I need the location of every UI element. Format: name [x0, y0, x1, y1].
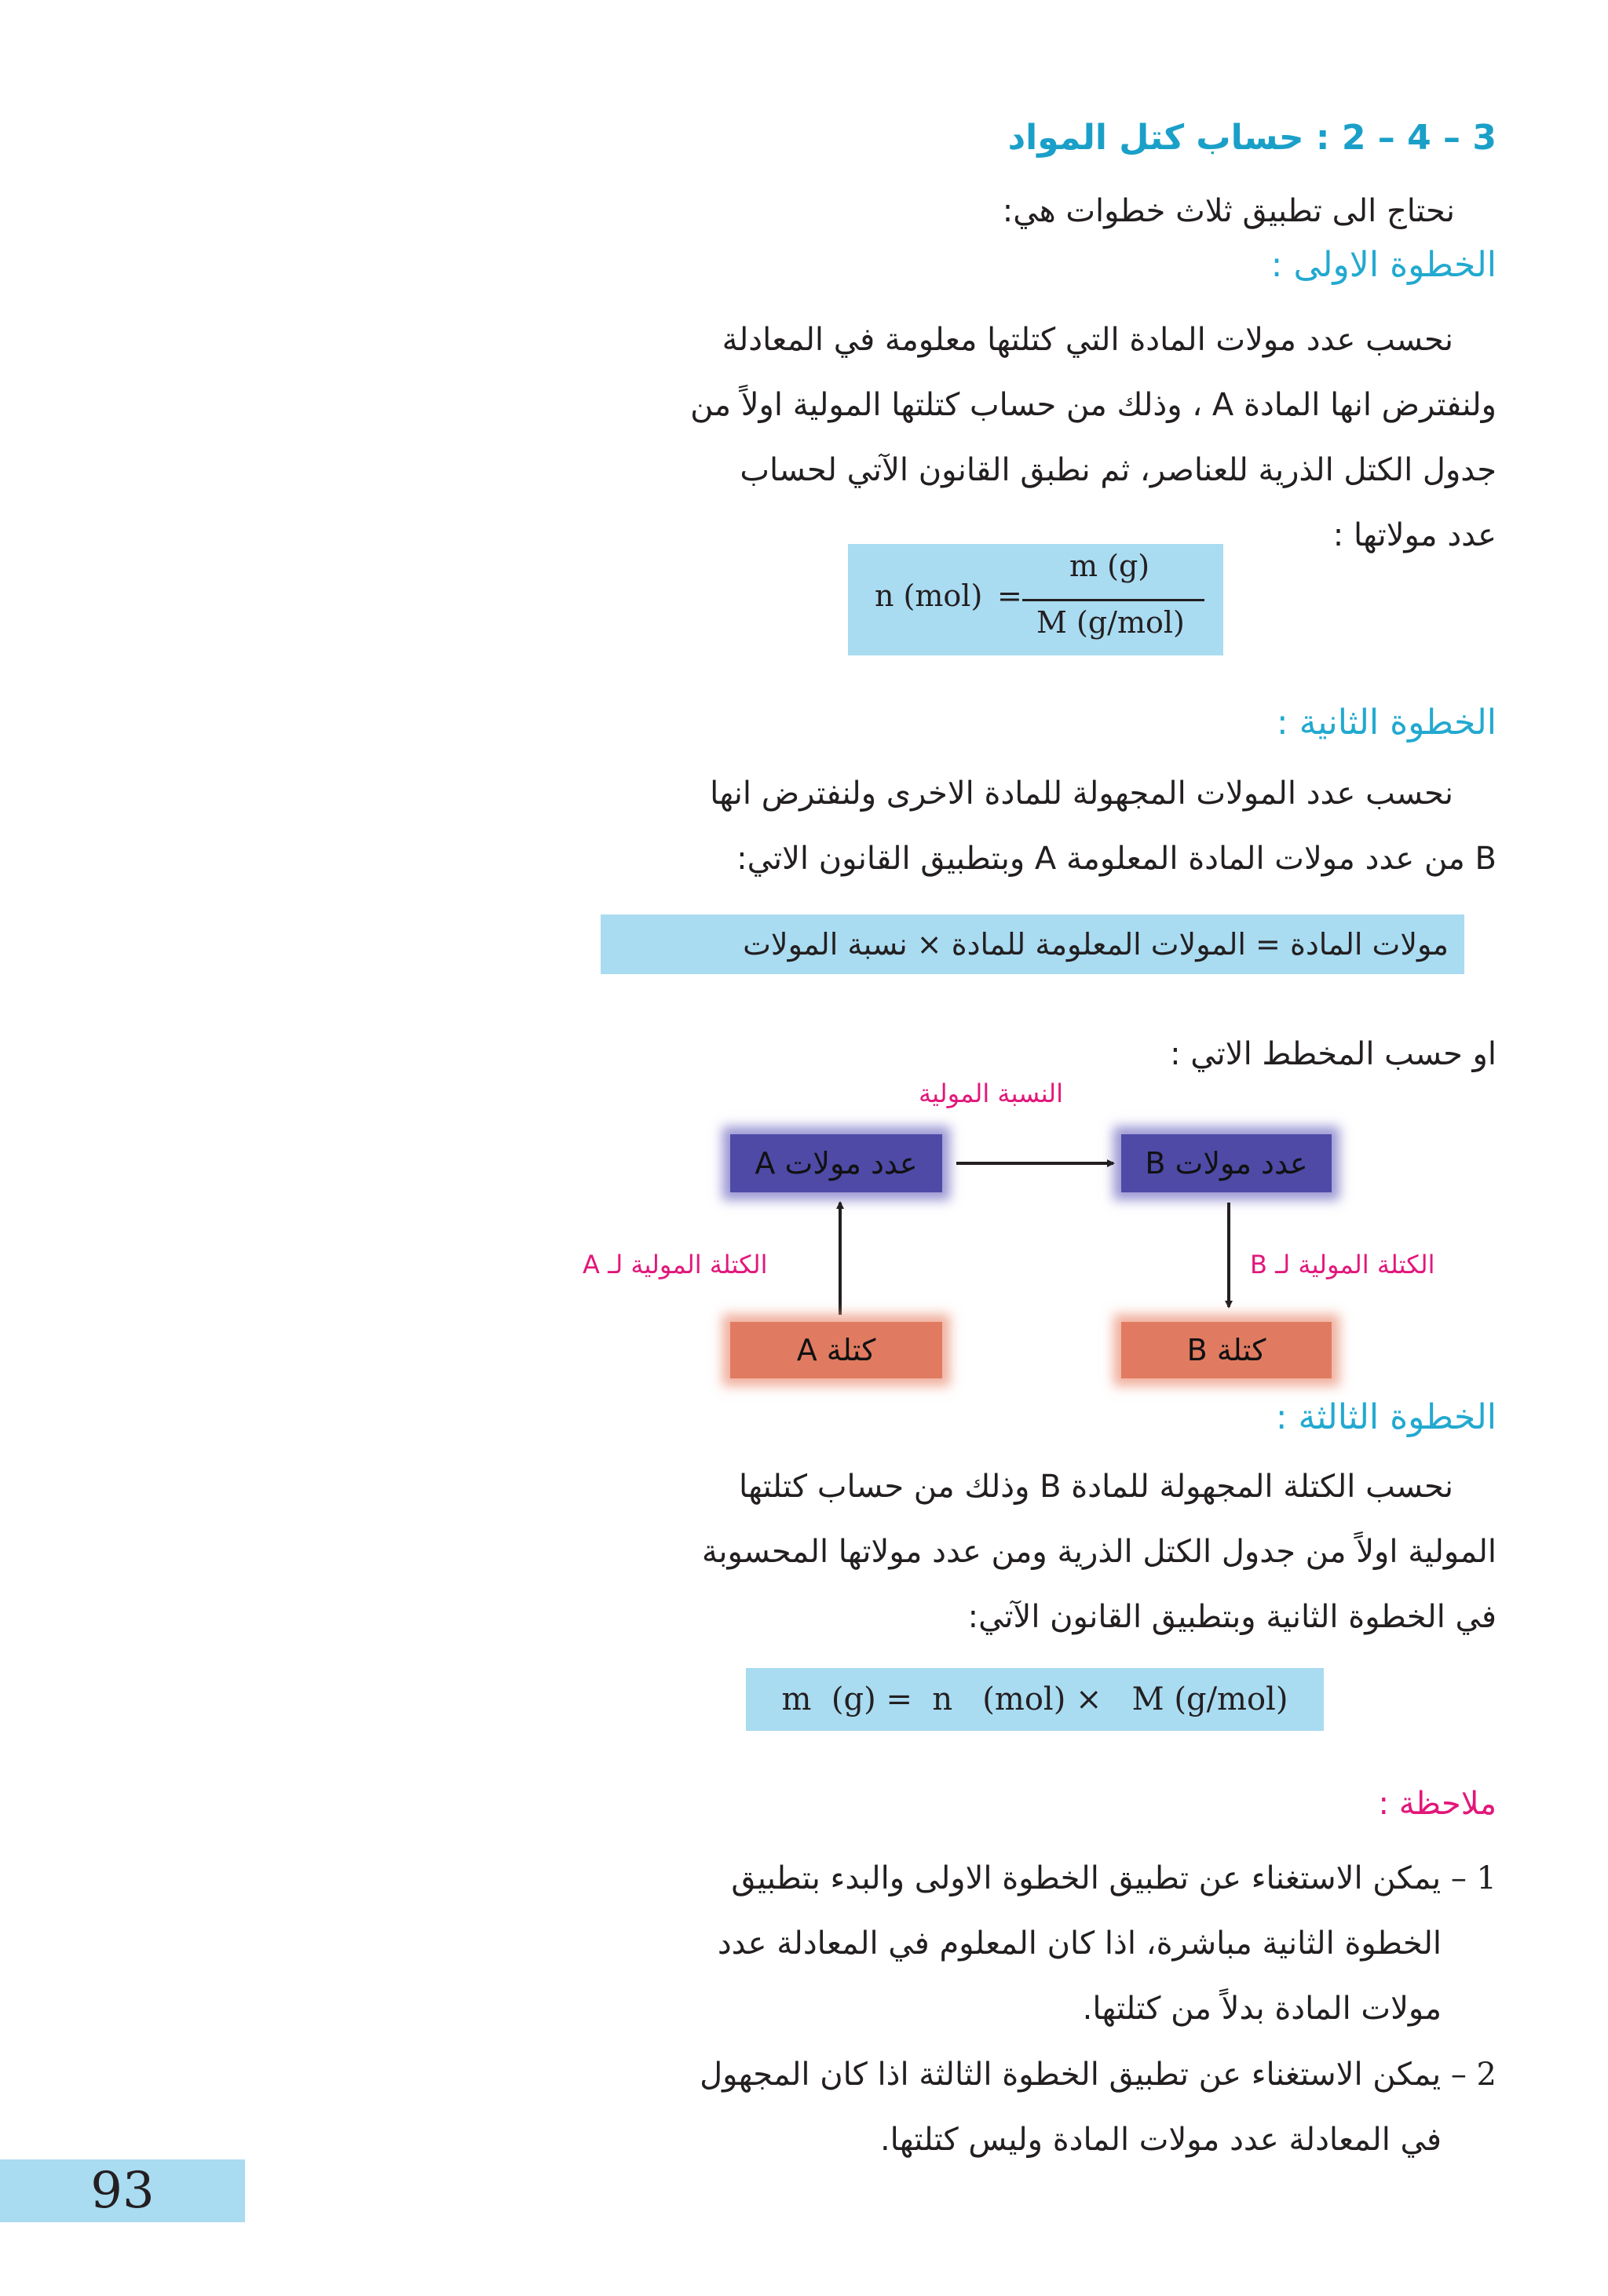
mass-b-box: كتلة B [1121, 1322, 1332, 1378]
step3-title: الخطوة الثالثة : [1275, 1397, 1497, 1437]
note-item-2-line-2: في المعادلة عدد مولات المادة وليس كتلتها. [879, 2122, 1442, 2158]
section-intro: نحتاج الى تطبيق ثلاث خطوات هي: [1002, 193, 1455, 229]
note-item-1-line-2: الخطوة الثانية مباشرة، اذا كان المعلوم في المعادلة عدد [717, 1926, 1442, 1962]
step2-line-1: نحسب عدد المولات المجهولة للمادة الاخرى ولنفترض انها [710, 776, 1453, 812]
mass-a-box: كتلة A [730, 1322, 942, 1378]
molar-mass-a-label: الكتلة المولية لـ A [583, 1250, 768, 1279]
formula-equals: = [997, 579, 1022, 613]
section-title: 3 – 4 – 2 : حساب كتل المواد [1007, 118, 1497, 158]
diagram-intro: او حسب المخطط الاتي : [1170, 1036, 1497, 1072]
mass-formula-box: m (g) = n (mol) × M (g/mol) [746, 1668, 1324, 1731]
note-item-1-text: يمكن الاستغناء عن تطبيق الخطوة الاولى والبدء بتطبيق [731, 1860, 1442, 1896]
mole-ratio-formula: مولات المادة = المولات المعلومة للمادة × نسبة المولات [743, 927, 1449, 962]
note-item-1-number: 1 – [1450, 1860, 1497, 1896]
step1-line-4: عدد مولاتها : [1332, 517, 1497, 553]
note-item-2-number: 2 – [1450, 2057, 1497, 2093]
step1-line-3: جدول الكتل الذرية للعناصر، ثم نطبق القانون الآتي لحساب [740, 452, 1497, 488]
note-item-2-line-1 [468, 2042, 1497, 2108]
moles-a-box: عدد مولات A [730, 1134, 942, 1192]
step2-title: الخطوة الثانية : [1276, 703, 1497, 743]
formula-denominator: M (g/mol) [1036, 605, 1185, 640]
step3-line-1: نحسب الكتلة المجهولة للمادة B وذلك من حساب كتلتها [739, 1469, 1453, 1505]
note-title: ملاحظة : [1378, 1786, 1497, 1822]
page-number-box [0, 2159, 245, 2222]
formula-numerator: m (g) [1069, 549, 1150, 583]
note-item-1-line-3: مولات المادة بدلاً من كتلتها. [1082, 1991, 1442, 2027]
step1-title: الخطوة الاولى : [1270, 245, 1497, 285]
step3-line-3: في الخطوة الثانية وبتطبيق القانون الآتي: [967, 1599, 1497, 1635]
formula-lhs: n (mol) [875, 579, 983, 613]
ratio-label: النسبة المولية [919, 1079, 1064, 1108]
molar-mass-b-label: الكتلة المولية لـ B [1250, 1250, 1435, 1279]
note-item-2 [468, 2042, 1497, 2173]
step1-line-2: ولنفترض انها المادة A ، وذلك من حساب كتلتها المولية اولاً من [690, 387, 1497, 423]
step3-line-2: المولية اولاً من جدول الكتل الذرية ومن عدد مولاتها المحسوبة [701, 1534, 1497, 1570]
page-number: 93 [90, 2162, 155, 2220]
step1-line-1: نحسب عدد مولات المادة التي كتلتها معلومة في المعادلة [722, 322, 1453, 358]
step2-line-2: B من عدد مولات المادة المعلومة A وبتطبيق القانون الاتي: [736, 841, 1497, 877]
step3-body [468, 1455, 1497, 1650]
note-item-2-text: يمكن الاستغناء عن تطبيق الخطوة الثالثة اذا كان المجهول [700, 2057, 1442, 2093]
note-item-1-line-1 [468, 1846, 1497, 1911]
note-item-1 [468, 1846, 1497, 2042]
moles-b-box: عدد مولات B [1121, 1134, 1332, 1192]
